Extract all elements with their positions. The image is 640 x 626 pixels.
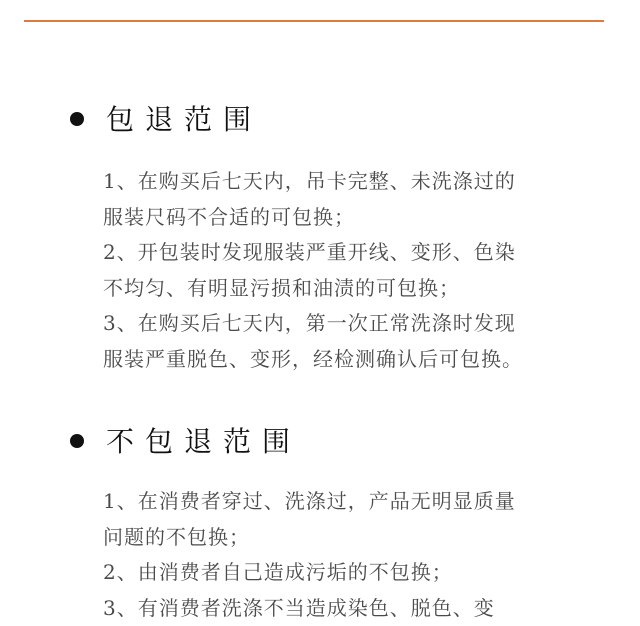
non-returnable-line: 1、在消费者穿过、洗涤过，产品无明显质量: [103, 484, 633, 520]
non-returnable-line: 3、有消费者洗涤不当造成染色、脱色、变: [103, 591, 633, 626]
returnable-line: 2、开包装时发现服装严重开线、变形、色染: [103, 235, 633, 271]
non-returnable-section: [0, 422, 640, 462]
non-returnable-line: 问题的不包换；: [103, 520, 633, 556]
non-returnable-heading-text: 不包退范围: [106, 422, 301, 462]
returnable-line: 服装严重脱色、变形，经检测确认后可包换。: [103, 342, 633, 378]
non-returnable-line: 2、由消费者自己造成污垢的不包换；: [103, 555, 633, 591]
returnable-line: 1、在购买后七天内，吊卡完整、未洗涤过的: [103, 164, 633, 200]
returnable-line: 3、在购买后七天内，第一次正常洗涤时发现: [103, 306, 633, 342]
returnable-line: 服装尺码不合适的可包换；: [103, 200, 633, 236]
returnable-heading: [0, 100, 640, 140]
returnable-section: [0, 100, 640, 140]
returnable-line: 不均匀、有明显污损和油渍的可包换；: [103, 271, 633, 307]
non-returnable-heading: [0, 422, 640, 462]
bullet-icon: [70, 112, 84, 126]
top-divider: [24, 20, 604, 22]
non-returnable-body: [103, 484, 633, 626]
returnable-body: [103, 164, 633, 377]
bullet-icon: [70, 434, 84, 448]
returnable-heading-text: 包退范围: [106, 100, 262, 140]
